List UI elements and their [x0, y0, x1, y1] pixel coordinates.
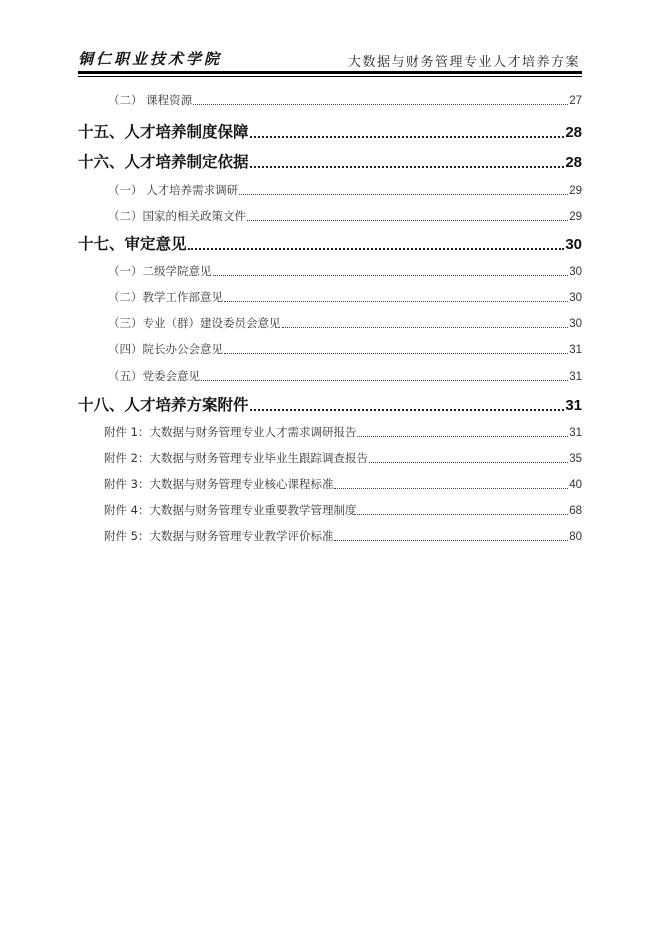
toc-entry-label: 附件 2：大数据与财务管理专业毕业生跟踪调查报告 [104, 451, 368, 465]
toc-entry-label: （三）专业（群）建设委员会意见 [108, 316, 281, 330]
page-header [78, 46, 582, 76]
toc-leader-dots [357, 436, 568, 437]
toc-entry[interactable] [108, 368, 582, 384]
toc-entry[interactable] [108, 263, 582, 279]
toc-page-number: 80 [569, 531, 582, 543]
toc-page-number: 35 [569, 453, 582, 465]
toc-page-number: 29 [569, 185, 582, 197]
toc-page-number: 30 [565, 236, 582, 253]
toc-entry-label: 附件 5：大数据与财务管理专业教学评价标准 [104, 529, 334, 543]
document-title: 大数据与财务管理专业人才培养方案 [347, 55, 580, 70]
toc-leader-dots [201, 380, 568, 381]
institution-name: 铜仁职业技术学院 [78, 50, 223, 68]
toc-entry[interactable] [78, 120, 582, 142]
toc-leader-dots [193, 104, 568, 105]
toc-leader-dots [282, 327, 569, 328]
toc-page-number: 31 [569, 427, 582, 439]
header-rule-thin [78, 76, 582, 77]
toc-entry[interactable] [104, 476, 582, 492]
toc-entry[interactable] [78, 150, 582, 172]
toc-entry[interactable] [104, 450, 582, 466]
toc-entry[interactable] [104, 528, 582, 544]
toc-leader-dots [188, 248, 565, 250]
toc-entry-label: 十八、人才培养方案附件 [78, 396, 249, 414]
toc-entry-label: 附件 3：大数据与财务管理专业核心课程标准 [104, 477, 334, 491]
header-rule-thick [78, 71, 582, 74]
toc-leader-dots [357, 514, 568, 515]
toc-leader-dots [239, 194, 568, 195]
toc-leader-dots [224, 353, 568, 354]
toc-entry-label: （二） 课程资源 [108, 93, 193, 107]
toc-entry-label: 附件 4：大数据与财务管理专业重要教学管理制度 [104, 503, 357, 517]
toc-page-number: 68 [569, 505, 582, 517]
toc-entry-label: （一） 人才培养需求调研 [108, 183, 239, 197]
toc-page-number: 27 [569, 95, 582, 107]
toc-entry[interactable] [108, 92, 582, 108]
toc-entry-label: 十七、审定意见 [78, 235, 187, 253]
toc-entry-label: （五）党委会意见 [108, 369, 200, 383]
toc-page-number: 28 [565, 124, 582, 141]
toc-entry-label: （四）院长办公会意见 [108, 342, 223, 356]
toc-entry[interactable] [108, 289, 582, 305]
toc-leader-dots [250, 136, 565, 138]
toc-leader-dots [334, 540, 568, 541]
toc-page-number: 40 [569, 479, 582, 491]
toc-entry[interactable] [78, 393, 582, 415]
toc-page-number: 31 [565, 397, 582, 414]
toc-page-number: 30 [569, 266, 582, 278]
toc-entry[interactable] [108, 341, 582, 357]
toc-leader-dots [369, 462, 568, 463]
toc-page-number: 31 [569, 344, 582, 356]
toc-entry-label: （一）二级学院意见 [108, 264, 212, 278]
toc-page-number: 30 [569, 292, 582, 304]
toc-page-number: 30 [569, 318, 582, 330]
toc-leader-dots [334, 488, 568, 489]
toc-entry[interactable] [108, 208, 582, 224]
toc-page-number: 29 [569, 211, 582, 223]
toc-page-number: 28 [565, 154, 582, 171]
toc-entry-label: 十五、人才培养制度保障 [78, 123, 249, 141]
toc-leader-dots [247, 220, 568, 221]
toc-entry-label: 附件 1：大数据与财务管理专业人才需求调研报告 [104, 425, 357, 439]
toc-leader-dots [213, 275, 569, 276]
toc-entry-label: （二）教学工作部意见 [108, 290, 223, 304]
toc-entry-label: 十六、人才培养制定依据 [78, 153, 249, 171]
toc-entry[interactable] [104, 502, 582, 518]
toc-leader-dots [224, 301, 568, 302]
toc-entry-label: （二）国家的相关政策文件 [108, 209, 246, 223]
toc-entry[interactable] [78, 232, 582, 254]
toc-leader-dots [250, 166, 565, 168]
toc-page-number: 31 [569, 371, 582, 383]
toc-entry[interactable] [108, 182, 582, 198]
toc-entry[interactable] [104, 424, 582, 440]
toc-entry[interactable] [108, 315, 582, 331]
toc-leader-dots [250, 409, 565, 411]
